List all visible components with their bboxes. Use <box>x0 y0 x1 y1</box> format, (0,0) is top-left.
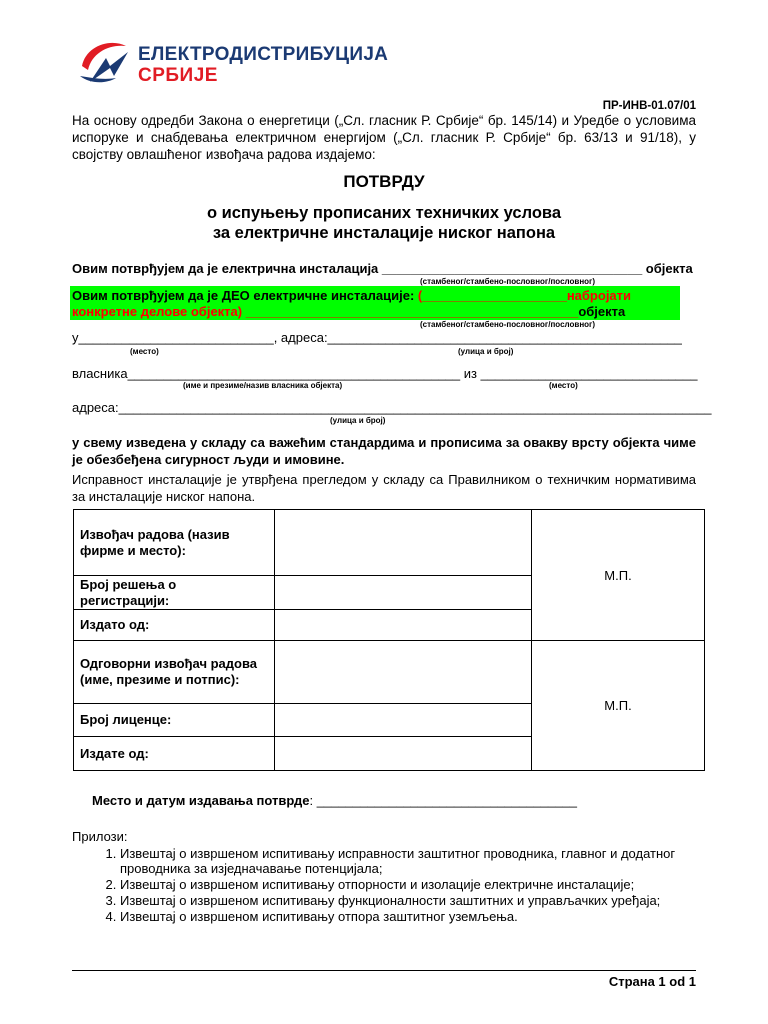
issued-by-label: Издато од: <box>74 610 275 641</box>
eds-logo-icon <box>76 36 130 88</box>
logo-text-line1: ЕЛЕКТРОДИСТРИБУЦИЈА <box>138 44 389 65</box>
street-hint: (улица и број) <box>458 347 514 356</box>
partial-object-type-hint: (стамбеног/стамбено-пословног/пословног) <box>420 320 596 329</box>
contractor-value-cell <box>275 510 532 576</box>
issued-by-value-cell <box>275 610 532 641</box>
owner-address-line: адреса:__________________________________________________________________________________ <box>72 400 712 415</box>
attachment-item: 1. Извештај о извршеном испитивању исправности заштитног проводника, главног и додатног проводника за изједначавање потенцијала; <box>120 846 710 876</box>
installation-line: Овим потврђујем да је електрична инсталација ____________________________________ објекта <box>72 261 693 276</box>
place-date-line <box>92 793 577 808</box>
partial-installation-text: Овим потврђујем да је ДЕО електричне инсталације: <box>72 288 418 303</box>
place-hint: (место) <box>130 347 159 356</box>
attachment-item: 4. Извештај о извршеном испитивању отпора заштитног уземљења. <box>120 909 710 924</box>
owner-place-hint: (место) <box>549 381 578 390</box>
license-value-cell <box>275 704 532 737</box>
subtitle-line-1: о испуњењу прописаних техничких услова <box>206 204 562 222</box>
object-type-hint: (стамбеног/стамбено-пословног/пословног) <box>420 277 596 286</box>
partial-parts-placeholder: (____________________набројати конкретне делове објекта) ______________________________________________ <box>72 288 632 319</box>
partial-installation-line <box>72 288 692 320</box>
place-date-label: Место и датум издавања потврде <box>92 793 310 808</box>
license-issued-by-value-cell <box>275 737 532 771</box>
logo-text-line2: СРБИЈЕ <box>138 65 218 86</box>
attachment-item: 3. Извештај о извршеном испитивању функционалности заштитних и управљачких уређаја; <box>120 893 710 908</box>
owner-address-hint: (улица и број) <box>330 416 386 425</box>
contractor-table <box>73 509 705 771</box>
stamp-cell-2: М.П. <box>532 641 705 771</box>
place-date-blank: : ____________________________________ <box>309 793 577 808</box>
footer-divider <box>72 970 696 971</box>
attachments-title: Прилози: <box>72 829 128 844</box>
owner-hint: (име и презиме/назив власника објекта) <box>183 381 343 390</box>
page-number: Страна 1 od 1 <box>608 974 696 989</box>
intro-paragraph: На основу одредби Закона о енергетици („Сл. гласник Р. Србије“ бр. 145/14) и Уредбе о условима испоруке и снабдевања електричном енергијом („Сл. гласник Р. Србије“ бр. 63/13 и 91/18), у својству овлашћеног извођача радова издајемо: <box>72 113 696 162</box>
partial-object-word: објекта <box>578 304 626 319</box>
responsible-contractor-label: Одговорни извођач радова (име, презиме и потпис): <box>74 641 275 704</box>
registration-label: Број решења о регистрацији: <box>74 576 275 610</box>
responsible-contractor-value-cell <box>275 641 532 704</box>
compliance-statement: у свему изведена у складу са важећим стандардима и прописима за овакву врсту објекта чиме је обезбеђена сигурност људи и имовине. <box>72 435 696 467</box>
stamp-cell-1: М.П. <box>532 510 705 641</box>
place-address-line: у___________________________, адреса:_________________________________________________ <box>72 330 682 345</box>
contractor-label: Извођач радова (назив фирме и место): <box>74 510 275 576</box>
registration-value-cell <box>275 576 532 610</box>
attachments-list <box>96 846 710 925</box>
document-subtitle <box>0 203 768 243</box>
license-label: Број лиценце: <box>74 704 275 737</box>
inspection-statement: Исправност инсталације је утврђена прегледом у складу са Правилником о техничким нормативима за инсталације ниског напона. <box>72 472 696 504</box>
subtitle-line-2: за електричне инсталације ниског напона <box>212 224 556 242</box>
document-title: ПОТВРДУ <box>343 172 425 191</box>
license-issued-by-label: Издате од: <box>74 737 275 771</box>
attachment-item: 2. Извештај о извршеном испитивању отпорности и изолације електричне инсталације; <box>120 877 710 892</box>
owner-line: власника______________________________________________ из ______________________________ <box>72 366 698 381</box>
document-code: ПР-ИНВ-01.07/01 <box>602 100 696 112</box>
